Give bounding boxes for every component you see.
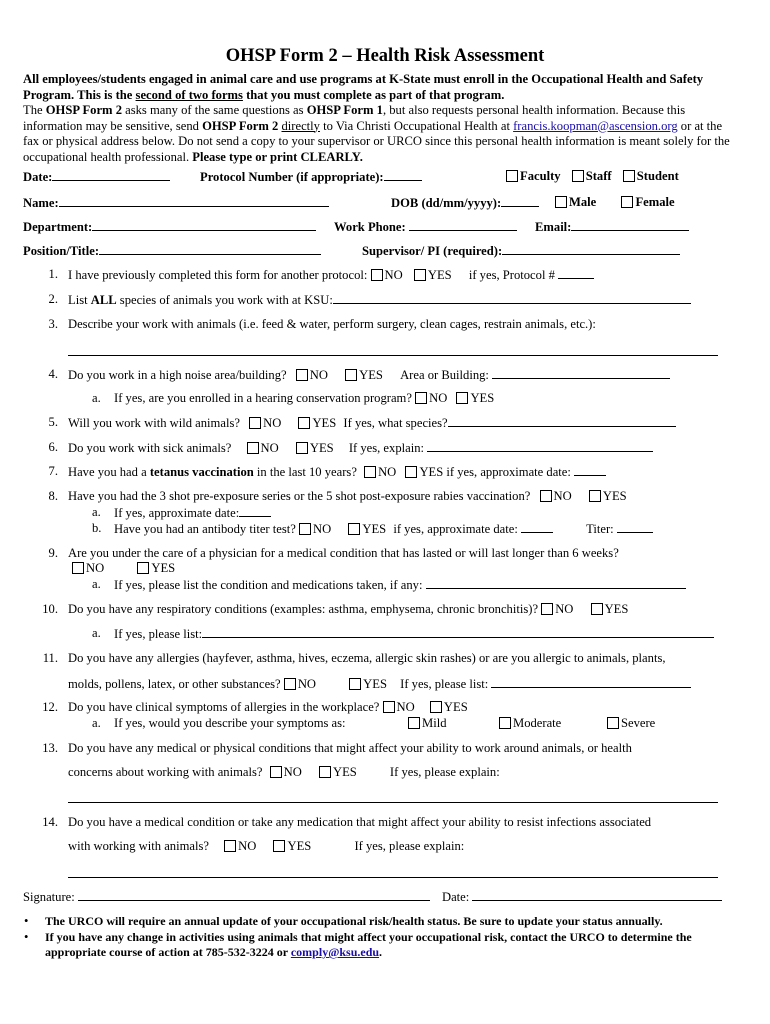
q12-yes-checkbox[interactable] <box>430 701 442 713</box>
q14-explain-label: If yes, please explain: <box>354 839 465 853</box>
q4a-no-checkbox[interactable] <box>415 392 427 404</box>
q14-text: Do you have a medical condition or take any medication that might affect your ability to resist infections associated <box>68 815 652 829</box>
q14-answer-line[interactable] <box>68 877 718 878</box>
instr-form1: OHSP Form 1 <box>306 103 383 117</box>
question-13-cont <box>68 765 500 781</box>
q12-no-checkbox[interactable] <box>383 701 395 713</box>
q7-date-field[interactable] <box>574 464 606 476</box>
supervisor-label: Supervisor/ PI (required): <box>362 244 503 258</box>
q7-text: Have you had a <box>68 465 150 479</box>
q14-no-label: NO <box>238 839 257 853</box>
department-label: Department: <box>23 220 93 234</box>
sex-row <box>555 195 675 211</box>
q4-no-label: NO <box>309 368 328 382</box>
q5-no-label: NO <box>263 416 282 430</box>
q7-date-label: if yes, approximate date: <box>446 465 571 479</box>
q5-number: 5. <box>48 415 58 429</box>
q3-text: Describe your work with animals (i.e. feed & water, perform surgery, clean cages, restrain animals, etc.): <box>68 317 596 331</box>
email-label: Email: <box>535 220 572 234</box>
q8b-letter: b. <box>92 521 102 535</box>
q7-yes-label: YES <box>419 465 444 479</box>
q9-number: 9. <box>48 546 58 560</box>
q3-number: 3. <box>48 317 58 331</box>
department-field[interactable] <box>92 219 316 231</box>
question-14-cont <box>68 839 464 855</box>
q1-text: I have previously completed this form for another protocol: <box>68 268 368 282</box>
instr-form2: OHSP Form 2 <box>202 118 279 133</box>
q12a-mild-label: Mild <box>422 716 447 730</box>
q8b-yes-label: YES <box>362 522 387 536</box>
signature-date-label: Date: <box>442 890 470 904</box>
male-label: Male <box>569 195 597 209</box>
enroll-notice <box>23 72 741 103</box>
change-activity-note <box>45 930 735 960</box>
q7-no-checkbox[interactable] <box>364 466 376 478</box>
q14-yes-label: YES <box>287 839 312 853</box>
q14-no-checkbox[interactable] <box>224 840 236 852</box>
q9a-letter: a. <box>92 577 101 591</box>
q6-text: Do you work with sick animals? <box>68 441 232 455</box>
work-phone-field[interactable] <box>409 219 517 231</box>
q10-number: 10. <box>42 602 58 616</box>
name-row <box>23 195 329 212</box>
staff-checkbox[interactable] <box>572 170 584 182</box>
print-clearly-text: Please type or print CLEARLY. <box>192 149 363 164</box>
q4a-no-label: NO <box>429 391 448 405</box>
q5-yes-label: YES <box>312 416 337 430</box>
annual-update-note: The URCO will require an annual update of your occupational risk/health status. Be sure to update your status annually. <box>45 914 663 928</box>
student-label: Student <box>636 169 679 183</box>
q8-number: 8. <box>48 489 58 503</box>
q6-yes-checkbox[interactable] <box>296 442 308 454</box>
q11-text: Do you have any allergies (hayfever, asthma, hives, eczema, allergic skin rashes) or are you allergic to animals, plants, <box>68 651 666 665</box>
q4-text: Do you work in a high noise area/building? <box>68 368 287 382</box>
bullet-icon: • <box>24 930 29 944</box>
q4-no-checkbox[interactable] <box>296 369 308 381</box>
form-title: OHSP Form 2 – Health Risk Assessment <box>225 46 545 66</box>
q5-text: Will you work with wild animals? <box>68 416 240 430</box>
q7-number: 7. <box>48 464 58 478</box>
protocol-field[interactable] <box>384 169 422 181</box>
q2-text: List <box>68 293 91 307</box>
q11-no-label: NO <box>297 677 317 691</box>
q14-text-cont: with working with animals? <box>68 839 209 853</box>
comply-email-link[interactable]: comply@ksu.edu <box>290 945 380 959</box>
signature-label: Signature: <box>23 890 75 904</box>
q1-yes-checkbox[interactable] <box>414 269 426 281</box>
q7-yes-checkbox[interactable] <box>405 466 417 478</box>
q12a-mild-checkbox[interactable] <box>408 717 420 729</box>
q10a-letter: a. <box>92 626 101 640</box>
q4-yes-checkbox[interactable] <box>345 369 357 381</box>
q2-text-end: species of animals you work with at KSU: <box>116 293 333 307</box>
male-checkbox[interactable] <box>555 196 567 208</box>
q8a-date-field[interactable] <box>239 505 271 517</box>
q8a-letter: a. <box>92 505 101 519</box>
q11-list-label: If yes, please list: <box>400 677 489 691</box>
bullet-icon: • <box>24 914 29 928</box>
role-row <box>506 169 679 185</box>
q7-text-end: in the last 10 years? <box>253 465 357 479</box>
q9-options <box>72 561 175 577</box>
q13-number: 13. <box>42 741 58 755</box>
q10-no-label: NO <box>555 602 574 616</box>
q13-no-checkbox[interactable] <box>270 766 282 778</box>
q5-yes-checkbox[interactable] <box>298 417 310 429</box>
q12a-moderate-checkbox[interactable] <box>499 717 511 729</box>
q9-text: Are you under the care of a physician for a medical condition that has lasted or will last longer than 6 weeks? <box>68 546 619 560</box>
q6-no-checkbox[interactable] <box>247 442 259 454</box>
q9-no-label: NO <box>86 561 105 575</box>
q4-yes-label: YES <box>359 368 383 382</box>
q11-number: 11. <box>42 651 58 665</box>
email-row <box>535 219 689 236</box>
q8-no-checkbox[interactable] <box>540 490 552 502</box>
faculty-label: Faculty <box>520 169 561 183</box>
name-field[interactable] <box>59 195 329 207</box>
signature-row <box>23 889 430 906</box>
q6-no-label: NO <box>260 441 279 455</box>
q11-text-cont: molds, pollens, latex, or other substances? <box>68 677 281 691</box>
q8-text: Have you had the 3 shot pre-exposure series or the 5 shot post-exposure rabies vaccination? <box>68 489 531 503</box>
q9-no-checkbox[interactable] <box>72 562 84 574</box>
q9a-text: If yes, please list the condition and medications taken, if any: <box>114 578 423 592</box>
second-form-text: second of two forms <box>135 87 243 102</box>
q12a-severe-checkbox[interactable] <box>607 717 619 729</box>
q4a-yes-label: YES <box>470 391 495 405</box>
instr-text: or at the fax or physical address below. Do not send a copy to your supervisor or URCO since this personal health information is meant solely for the occupational health professional. <box>23 118 730 164</box>
q2-number: 2. <box>48 292 58 306</box>
q14-yes-checkbox[interactable] <box>273 840 285 852</box>
q8-yes-checkbox[interactable] <box>589 490 601 502</box>
q1-no-checkbox[interactable] <box>371 269 383 281</box>
q2-species-field[interactable] <box>333 292 691 304</box>
name-label: Name: <box>23 196 59 210</box>
q6-number: 6. <box>48 440 58 454</box>
change-activity-text: If you have any change in activities using animals that might affect your occupational risk, contact the URCO to determine the appropriate course of action at 785-532-3224 or <box>45 930 692 959</box>
q8b-titer-label: Titer: <box>586 522 614 536</box>
q8-yes-label: YES <box>602 489 627 503</box>
q9-yes-checkbox[interactable] <box>137 562 149 574</box>
q7-no-label: NO <box>378 465 397 479</box>
q8b-no-checkbox[interactable] <box>299 523 311 535</box>
q11-yes-checkbox[interactable] <box>349 678 361 690</box>
intro-text <box>23 72 741 165</box>
staff-label: Staff <box>585 169 612 183</box>
supervisor-field[interactable] <box>502 243 680 255</box>
occupational-health-email-link[interactable]: francis.koopman@ascension.org <box>513 118 678 133</box>
protocol-label: Protocol Number (if appropriate): <box>200 170 384 184</box>
q12-number: 12. <box>42 700 58 714</box>
email-field[interactable] <box>571 219 689 231</box>
q6-explain-label: If yes, explain: <box>348 441 424 455</box>
date-row <box>23 169 170 186</box>
q13-yes-label: YES <box>332 765 357 779</box>
q9a-conditions-field[interactable] <box>426 577 686 589</box>
instr-text: , but also requests personal health information. Because this information may be sensitive, send <box>23 103 686 133</box>
instr-form2: OHSP Form 2 <box>45 103 122 117</box>
q7-tetanus: tetanus vaccination <box>149 465 254 479</box>
q4-number: 4. <box>48 367 58 381</box>
signature-field[interactable] <box>78 889 430 901</box>
q1-number: 1. <box>48 267 58 281</box>
q1-yes-label: YES <box>427 268 452 282</box>
change-activity-end: . <box>379 945 383 959</box>
q12-text: Do you have clinical symptoms of allergies in the workplace? <box>68 700 380 714</box>
q12a-text: If yes, would you describe your symptoms as: <box>114 716 346 730</box>
q11-yes-label: YES <box>363 677 387 691</box>
q13-yes-checkbox[interactable] <box>319 766 331 778</box>
q3-answer-line[interactable] <box>68 355 718 356</box>
q4a-letter: a. <box>92 391 101 405</box>
q6-yes-label: YES <box>309 441 334 455</box>
q8a-text: If yes, approximate date: <box>114 506 240 520</box>
q5-species-field[interactable] <box>448 415 676 427</box>
q5-species-label: If yes, what species? <box>343 416 448 430</box>
enroll-text: All employees/students engaged in animal care and use programs at K-State must enroll in the Occupational Health and Safety Program. This is the <box>23 72 704 102</box>
protocol-row <box>200 169 422 186</box>
q4a-yes-checkbox[interactable] <box>456 392 468 404</box>
q13-answer-line[interactable] <box>68 802 718 803</box>
q10-no-checkbox[interactable] <box>541 603 553 615</box>
q5-no-checkbox[interactable] <box>249 417 261 429</box>
q10-yes-label: YES <box>604 602 629 616</box>
date-field[interactable] <box>52 169 170 181</box>
instr-text: asks many of the same questions as <box>122 103 307 117</box>
enroll-text-end: that you must complete as part of that program. <box>242 87 505 102</box>
q8b-date-field[interactable] <box>521 521 553 533</box>
q4-area-field[interactable] <box>492 367 670 379</box>
signature-date-row <box>442 889 722 906</box>
dob-field[interactable] <box>501 195 539 207</box>
q8b-date-label: if yes, approximate date: <box>393 522 518 536</box>
q9-yes-label: YES <box>151 561 176 575</box>
q12-no-label: NO <box>396 700 415 714</box>
q8b-no-label: NO <box>313 522 332 536</box>
q2-all: ALL <box>90 293 117 307</box>
q10-text: Do you have any respiratory conditions (examples: asthma, emphysema, chronic bronchitis)? <box>68 602 539 616</box>
q1-protocol-label: if yes, Protocol # <box>468 268 555 282</box>
female-label: Female <box>635 195 675 209</box>
student-checkbox[interactable] <box>623 170 635 182</box>
instr-directly: directly <box>281 118 320 133</box>
work-phone-row <box>334 219 517 236</box>
q6-explain-field[interactable] <box>427 440 653 452</box>
q8b-titer-field[interactable] <box>617 521 653 533</box>
question-11-cont <box>68 676 691 693</box>
q11-no-checkbox[interactable] <box>284 678 296 690</box>
q13-text: Do you have any medical or physical conditions that might affect your ability to work around animals, or health <box>68 741 632 755</box>
department-row <box>23 219 316 236</box>
dob-label: DOB (dd/mm/yyyy): <box>391 196 502 210</box>
dob-row <box>391 195 539 212</box>
q10a-text: If yes, please list: <box>114 627 203 641</box>
q13-no-label: NO <box>283 765 302 779</box>
faculty-checkbox[interactable] <box>506 170 518 182</box>
q10-yes-checkbox[interactable] <box>591 603 603 615</box>
q1-protocol-field[interactable] <box>558 267 594 279</box>
q8b-yes-checkbox[interactable] <box>348 523 360 535</box>
signature-date-field[interactable] <box>472 889 722 901</box>
supervisor-row <box>362 243 680 260</box>
q12a-severe-label: Severe <box>621 716 656 730</box>
q14-number: 14. <box>42 815 58 829</box>
q13-explain-label: If yes, please explain: <box>389 765 500 779</box>
q10a-list-field[interactable] <box>202 626 714 638</box>
q13-text-cont: concerns about working with animals? <box>68 765 263 779</box>
position-field[interactable] <box>99 243 321 255</box>
q12a-letter: a. <box>92 716 101 730</box>
q11-list-field[interactable] <box>491 676 691 688</box>
instr-text: The <box>23 103 46 117</box>
q12a-moderate-label: Moderate <box>513 716 562 730</box>
q8b-text: Have you had an antibody titer test? <box>114 522 296 536</box>
instructions <box>23 103 741 165</box>
instr-text: to Via Christi Occupational Health at <box>319 118 514 133</box>
q4a-text: If yes, are you enrolled in a hearing conservation program? <box>114 391 412 405</box>
work-phone-label: Work Phone: <box>334 220 406 234</box>
female-checkbox[interactable] <box>621 196 633 208</box>
q8-no-label: NO <box>553 489 572 503</box>
q12-yes-label: YES <box>443 700 468 714</box>
date-label: Date: <box>23 170 53 184</box>
position-row <box>23 243 321 260</box>
position-label: Position/Title: <box>23 244 100 258</box>
q4-area-label: Area or Building: <box>400 368 489 382</box>
q1-no-label: NO <box>384 268 403 282</box>
